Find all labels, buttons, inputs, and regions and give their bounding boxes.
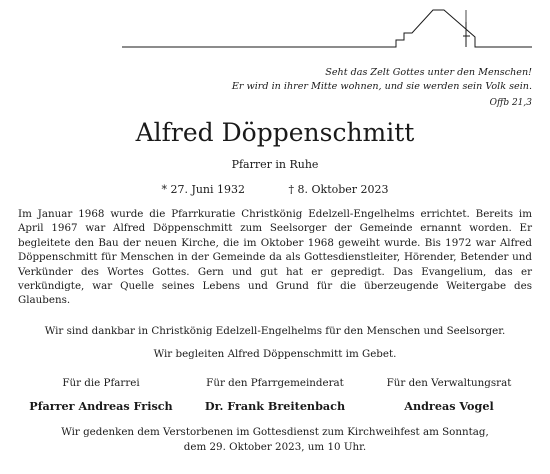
signature-name: Andreas Vogel [404,399,494,413]
verse-line-2: Er wird in ihrer Mitte wohnen, und sie werden sein Volk sein. [231,81,532,92]
church-silhouette-line [0,0,550,60]
biography-paragraph: Im Januar 1968 wurde die Pfarrkuratie Christkönig Edelzell-Engelhelms errichtet. Bereits im April 1967 war Alfred Döppenschmitt zum Seelsorger der Gemeinde ernannt worden. Er begleitete den Bau der neuen Kirche, die im Oktober 1968 geweiht wurde. Bis 1972 war Alfred Döppenschmitt für Menschen in der Gemeinde da als Gottesdienstleiter, Hörender, Betender und Verkünder des Wortes Gottes. Gern und gut hat er gepredigt. Das Evangelium, das er verkündigte, war Quelle seines Lebens und Grund für die überzeugende Weitergabe des Glaubens. [18,208,532,307]
service-line-1: Wir gedenken dem Verstorbenen im Gottesdienst zum Kirchweihfest am Sonntag, [61,426,489,438]
signature-administrative-council [364,376,534,414]
service-line-2: dem 29. Oktober 2023, um 10 Uhr. [183,441,367,453]
signature-parish-council [190,376,360,414]
verse-line-1: Seht das Zelt Gottes unter den Menschen! [325,67,532,78]
deceased-title: Pfarrer in Ruhe [231,158,319,171]
bible-verse [152,66,532,110]
memorial-service-notice [0,425,550,455]
signature-role: Für die Pfarrei [62,377,140,389]
signature-role: Für den Verwaltungsrat [386,377,512,389]
verse-reference: Offb 21,3 [489,98,532,108]
deceased-name: Alfred Döppenschmitt [135,118,415,147]
thanks-line: Wir sind dankbar in Christkönig Edelzell-Engelhelms für den Menschen und Seelsorger. [44,325,506,337]
death-date: † 8. Oktober 2023 [288,183,389,196]
signature-parish [16,376,186,414]
prayer-line: Wir begleiten Alfred Döppenschmitt im Gebet. [153,348,397,360]
signature-name: Pfarrer Andreas Frisch [29,399,173,413]
signature-role: Für den Pfarrgemeinderat [206,377,344,389]
signature-name: Dr. Frank Breitenbach [204,399,346,413]
life-dates [0,183,550,196]
birth-date: * 27. Juni 1932 [161,183,246,196]
